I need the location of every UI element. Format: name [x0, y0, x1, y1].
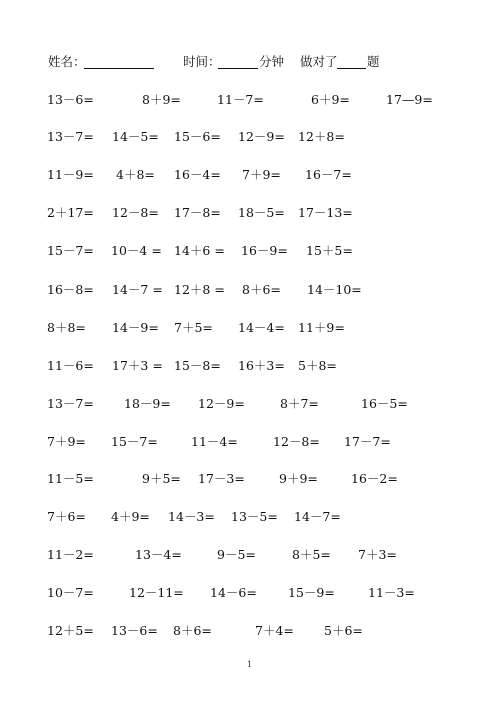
math-problem: 15－7=	[47, 243, 94, 258]
math-problem: 11－4=	[191, 434, 238, 449]
math-problem: 11＋9=	[298, 320, 345, 335]
math-problem: 15－6=	[174, 129, 221, 144]
worksheet-header	[0, 53, 500, 73]
math-problem: 12－9=	[238, 129, 285, 144]
math-problem: 14－6=	[210, 585, 257, 600]
math-problem: 9－5=	[217, 547, 256, 562]
math-problem: 5＋8=	[298, 358, 337, 373]
math-problem: 8＋6=	[242, 282, 281, 297]
math-problem: 8＋9=	[142, 92, 181, 107]
math-problem: 14－7=	[294, 509, 341, 524]
math-problem: 12－8=	[112, 205, 159, 220]
name-blank	[84, 55, 154, 69]
math-problem: 17＋3 =	[112, 358, 163, 373]
math-problem: 15－9=	[288, 585, 335, 600]
math-problem: 12－9=	[198, 396, 245, 411]
math-problem: 17－7=	[344, 434, 391, 449]
math-problem: 14－3=	[168, 509, 215, 524]
math-problem: 6＋9=	[311, 92, 350, 107]
math-problem: 11－9=	[47, 167, 94, 182]
math-problem: 13－6=	[47, 92, 94, 107]
math-problem: 12－8=	[273, 434, 320, 449]
math-problem: 14＋6 =	[174, 243, 225, 258]
math-problem: 11－7=	[217, 92, 264, 107]
math-problem: 14－10=	[307, 282, 362, 297]
name-label: 姓名：	[48, 54, 86, 69]
math-problem: 5＋6=	[324, 623, 363, 638]
time-blank	[218, 55, 258, 69]
math-problem: 13－6=	[111, 623, 158, 638]
math-problem: 16－2=	[351, 471, 398, 486]
correct-count-blank	[337, 55, 366, 69]
math-problem: 10－7=	[47, 585, 94, 600]
math-problem: 7＋3=	[358, 547, 397, 562]
math-problem: 16－4=	[174, 167, 221, 182]
math-problem: 17—9=	[386, 92, 433, 107]
math-problem: 15－7=	[111, 434, 158, 449]
math-problem: 8＋7=	[280, 396, 319, 411]
math-problem: 16－5=	[361, 396, 408, 411]
math-problem: 13－4=	[135, 547, 182, 562]
math-problem: 11－2=	[47, 547, 94, 562]
math-problem: 10－4 =	[111, 243, 162, 258]
math-problem: 4＋8=	[116, 167, 155, 182]
math-problem: 13－7=	[47, 396, 94, 411]
math-problem: 2＋17=	[47, 205, 94, 220]
math-problem: 7＋9=	[242, 167, 281, 182]
math-problem: 4＋9=	[111, 509, 150, 524]
math-problem: 11－3=	[368, 585, 415, 600]
math-problem: 11－6=	[47, 358, 94, 373]
math-problem: 18－5=	[238, 205, 285, 220]
math-problem: 7＋6=	[47, 509, 86, 524]
math-problem: 15＋5=	[306, 243, 353, 258]
minutes-label: 分钟	[259, 54, 285, 69]
math-problem: 14－9=	[112, 320, 159, 335]
math-problem: 12＋8 =	[174, 282, 225, 297]
math-problem: 14－4=	[238, 320, 285, 335]
math-problem: 14－5=	[112, 129, 159, 144]
math-problem: 9＋5=	[142, 471, 181, 486]
math-problem: 13－5=	[231, 509, 278, 524]
math-problem: 8＋6=	[173, 623, 212, 638]
math-problem: 16－9=	[241, 243, 288, 258]
time-label: 时间：	[183, 54, 221, 69]
math-problem: 16－8=	[47, 282, 94, 297]
page-number: 1	[247, 660, 253, 669]
math-problem: 18－9=	[124, 396, 171, 411]
math-problem: 16＋3=	[238, 358, 285, 373]
math-problem: 9＋9=	[279, 471, 318, 486]
math-problem: 12＋8=	[298, 129, 345, 144]
questions-label: 题	[367, 54, 380, 69]
math-problem: 8＋8=	[47, 320, 86, 335]
math-problem: 17－3=	[198, 471, 245, 486]
math-problem: 12－11=	[129, 585, 184, 600]
math-problem: 17－8=	[174, 205, 221, 220]
math-problem: 7＋4=	[255, 623, 294, 638]
math-problem: 17－13=	[298, 205, 353, 220]
math-problem: 11－5=	[47, 471, 94, 486]
math-problem: 13－7=	[47, 129, 94, 144]
math-problem: 14－7 =	[112, 282, 163, 297]
correct-label: 做对了	[300, 54, 338, 69]
math-problem: 16－7=	[305, 167, 352, 182]
math-problem: 7＋9=	[47, 434, 86, 449]
math-problem: 7＋5=	[174, 320, 213, 335]
math-problem: 12＋5=	[47, 623, 94, 638]
math-problem: 8＋5=	[292, 547, 331, 562]
math-problem: 15－8=	[174, 358, 221, 373]
